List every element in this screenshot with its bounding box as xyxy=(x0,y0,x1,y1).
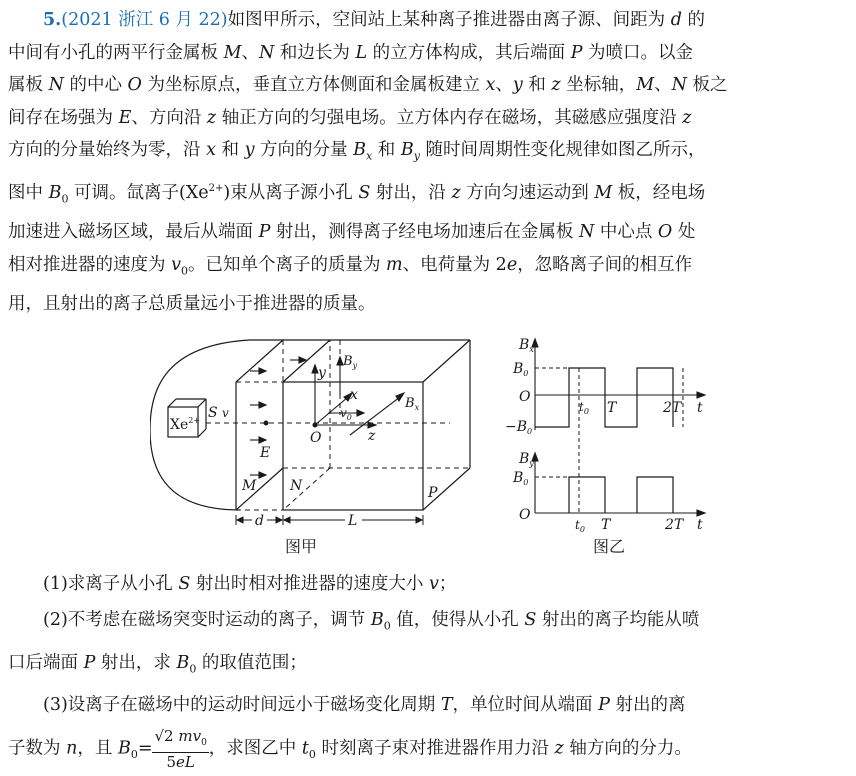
stem-line-0: 如图甲所示，空间站上某种离子推进器由离子源、间距为 d 的 xyxy=(227,10,705,30)
graph-top-t0: $t_0$ xyxy=(579,400,589,416)
label-o: O xyxy=(310,430,322,446)
graph-bottom-t0: $t_0$ xyxy=(575,518,585,534)
graph-bottom-origin: O xyxy=(519,507,531,523)
problem-source: (2021 浙江 6 月 22) xyxy=(61,10,228,30)
graph-top-axis-label: $B_x$ xyxy=(519,337,534,354)
label-v: v xyxy=(222,406,229,420)
graph-bottom-T: T xyxy=(601,517,611,533)
question-2a: (2)不考虑在磁场突变时运动的离子，调节 $B_0$ 值，使得从小孔 S 射出的离子均能从喷 xyxy=(43,610,700,633)
stem-line-7: 相对推进器的速度为 $v_0$。已知单个离子的质量为 m、电荷量为 2e，忽略离子间的相互作 xyxy=(8,254,693,278)
graph-top-neg-b0: $-B_0$ xyxy=(505,419,533,436)
stem-line-2: 属板 N 的中心 O 为坐标原点，垂直立方体侧面和金属板建立 x、y 和 z 坐标轴，M、N 板之 xyxy=(8,75,728,96)
label-bx: $B_x$ xyxy=(405,396,420,412)
graph-bottom-axis-label: $B_y$ xyxy=(519,451,534,468)
stem-line-6: 加速进入磁场区域，最后从端面 P 射出，测得离子经电场加速后在金属板 N 中心点 O 处 xyxy=(8,222,696,243)
label-s: S xyxy=(208,405,218,421)
questions xyxy=(8,566,850,773)
question-2b: 口后端面 P 射出，求 $B_0$ 的取值范围； xyxy=(8,652,307,675)
question-3b: 子数为 n，且 $B_0=$ $\frac{√2 mv_0}{5eL}$ ，求图乙中 $t_0$ 时刻离子束对推进器作用力沿 z 轴方向的分力。 xyxy=(8,727,692,771)
graph-top-t: t xyxy=(697,400,703,416)
problem-stem xyxy=(8,4,850,321)
label-x: x xyxy=(350,387,358,403)
label-by: $B_y$ xyxy=(343,354,358,370)
graph-top-origin: O xyxy=(519,389,531,405)
stem-line-3: 间存在场强为 E、方向沿 z 轴正方向的匀强电场。立方体内存在磁场，其磁感应强度沿 z xyxy=(8,107,692,128)
label-m: M xyxy=(242,478,257,494)
stem-line-4: 方向的分量始终为零，沿 x 和 y 方向的分量 $B_x$ 和 $B_y$ 随时间周期性变化规律如图乙所示， xyxy=(8,140,706,163)
label-v0: $v_0$ xyxy=(340,406,352,422)
figure-a xyxy=(150,335,485,535)
b0-fraction: $\frac{√2 mv_0}{5eL}$ xyxy=(154,727,207,771)
question-3a: (3)设离子在磁场中的运动时间远小于磁场变化周期 T，单位时间从端面 P 射出的离 xyxy=(43,695,686,715)
problem-number: 5. xyxy=(43,10,62,30)
graph-bottom-t: t xyxy=(697,517,703,533)
label-p: P xyxy=(428,485,438,501)
stem-line-1: 中间有小孔的两平行金属板 M、N 和边长为 L 的立方体构成，其后端面 P 为喷口。以金 xyxy=(8,42,694,63)
question-1: (1)求离子从小孔 S 射出时相对推进器的速度大小 v； xyxy=(43,574,457,594)
label-y: y xyxy=(318,365,326,381)
label-xe: $Xe^{2+}$ xyxy=(170,416,201,433)
stem-line-5: 图中 $B_0$ 可调。氙离子$(Xe^{2+})$束从离子源小孔 S 射出，沿 z 方向匀速运动到 M 板，经电场 xyxy=(8,183,706,206)
label-e: E xyxy=(260,445,271,461)
figure-b xyxy=(505,335,715,535)
ion-source-boundary xyxy=(150,340,250,510)
graph-top-b0: $B_0$ xyxy=(513,361,529,378)
figure-a-caption: 图甲 xyxy=(285,537,318,556)
graph-bottom-2T: 2T xyxy=(665,517,684,533)
label-l: L xyxy=(348,513,358,529)
graph-top-2T: 2T xyxy=(663,400,682,416)
graph-bottom-b0: $B_0$ xyxy=(513,470,529,487)
label-d: d xyxy=(255,513,264,529)
label-n: N xyxy=(290,478,303,494)
stem-line-8: 用，且射出的离子总质量远小于推进器的质量。 xyxy=(8,294,376,315)
label-z: z xyxy=(368,428,376,444)
graph-top-T: T xyxy=(607,400,617,416)
figure-b-caption: 图乙 xyxy=(593,537,626,556)
